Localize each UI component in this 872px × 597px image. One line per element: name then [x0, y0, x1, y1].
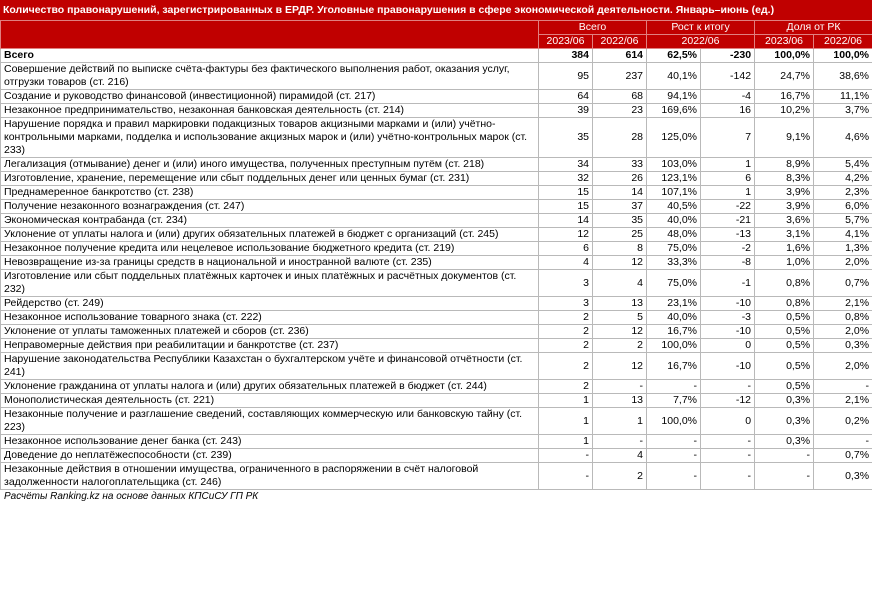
share-2022: 0,3%	[814, 339, 872, 353]
value-2022: 25	[593, 228, 647, 242]
table-row	[1, 172, 872, 186]
table-row	[1, 311, 872, 325]
row-name: Незаконное использование товарного знака (ст. 222)	[1, 311, 539, 325]
value-2023: 39	[539, 104, 593, 118]
value-2023: 2	[539, 353, 593, 380]
value-2023: 2	[539, 325, 593, 339]
growth-percent: 62,5%	[647, 49, 701, 63]
row-name: Невозвращение из-за границы средств в национальной и иностранной валюте (ст. 235)	[1, 256, 539, 270]
share-2022: 38,6%	[814, 63, 872, 90]
share-2022: 0,8%	[814, 311, 872, 325]
growth-diff: -22	[701, 200, 755, 214]
growth-percent: 103,0%	[647, 158, 701, 172]
value-2022: 13	[593, 297, 647, 311]
share-2023: 8,3%	[755, 172, 814, 186]
growth-percent: 169,6%	[647, 104, 701, 118]
share-2022: 1,3%	[814, 242, 872, 256]
table-row	[1, 394, 872, 408]
growth-diff: -	[701, 435, 755, 449]
growth-percent: -	[647, 463, 701, 490]
share-2023: 0,5%	[755, 325, 814, 339]
table-row	[1, 339, 872, 353]
table-row	[1, 256, 872, 270]
share-2023: 0,5%	[755, 311, 814, 325]
growth-diff: -3	[701, 311, 755, 325]
value-2023: 34	[539, 158, 593, 172]
header-group-growth: Рост к итогу	[647, 21, 755, 35]
data-table	[0, 20, 872, 490]
growth-percent: -	[647, 449, 701, 463]
growth-percent: 123,1%	[647, 172, 701, 186]
share-2023: -	[755, 463, 814, 490]
growth-diff: -21	[701, 214, 755, 228]
table-row-total	[1, 49, 872, 63]
row-name: Незаконные получение и разглашение сведений, составляющих коммерческую или банковскую тайну (ст. 223)	[1, 408, 539, 435]
value-2023: 2	[539, 380, 593, 394]
header-group-all: Всего	[539, 21, 647, 35]
share-2023: 9,1%	[755, 118, 814, 158]
share-2022: 4,2%	[814, 172, 872, 186]
value-2023: 14	[539, 214, 593, 228]
row-name: Рейдерство (ст. 249)	[1, 297, 539, 311]
value-2022: 12	[593, 353, 647, 380]
value-2023: -	[539, 449, 593, 463]
share-2023: 10,2%	[755, 104, 814, 118]
growth-diff: -230	[701, 49, 755, 63]
value-2023: 2	[539, 339, 593, 353]
value-2022: 12	[593, 325, 647, 339]
share-2022: 0,7%	[814, 449, 872, 463]
table-row	[1, 90, 872, 104]
row-name: Уклонение от уплаты таможенных платежей и сборов (ст. 236)	[1, 325, 539, 339]
share-2023: 0,8%	[755, 297, 814, 311]
growth-diff: -	[701, 449, 755, 463]
share-2023: 3,9%	[755, 200, 814, 214]
growth-diff: -10	[701, 353, 755, 380]
table-title: Количество правонарушений, зарегистрированных в ЕРДР. Уголовные правонарушения в сфере экономической деятельности. Январь–июнь (ед.)	[0, 0, 872, 20]
value-2023: 64	[539, 90, 593, 104]
value-2022: 12	[593, 256, 647, 270]
header-share-2023: 2023/06	[755, 35, 814, 49]
growth-diff: 7	[701, 118, 755, 158]
share-2022: -	[814, 435, 872, 449]
table-row	[1, 242, 872, 256]
row-name: Незаконное получение кредита или нецелевое использование бюджетного кредита (ст. 219)	[1, 242, 539, 256]
value-2022: 8	[593, 242, 647, 256]
growth-percent: -	[647, 435, 701, 449]
growth-diff: -8	[701, 256, 755, 270]
growth-percent: 40,0%	[647, 311, 701, 325]
value-2022: 28	[593, 118, 647, 158]
value-2022: 4	[593, 270, 647, 297]
row-name: Изготовление или сбыт поддельных платёжных карточек и иных платёжных и расчётных документов (ст. 232)	[1, 270, 539, 297]
header-2023: 2023/06	[539, 35, 593, 49]
table-row	[1, 104, 872, 118]
share-2023: 0,5%	[755, 339, 814, 353]
share-2022: 2,0%	[814, 256, 872, 270]
growth-diff: -	[701, 463, 755, 490]
value-2022: 33	[593, 158, 647, 172]
row-name: Незаконные действия в отношении имущества, ограниченного в распоряжении в счёт налоговой задолженности налогоплательщика (ст. 246)	[1, 463, 539, 490]
share-2023: 3,1%	[755, 228, 814, 242]
row-name: Уклонение гражданина от уплаты налога и (или) других обязательных платежей в бюджет (ст. 244)	[1, 380, 539, 394]
row-name: Совершение действий по выписке счёта-фактуры без фактического выполнения работ, оказания услуг, отгрузки товаров (ст. 216)	[1, 63, 539, 90]
value-2022: -	[593, 380, 647, 394]
value-2023: 2	[539, 311, 593, 325]
value-2022: 237	[593, 63, 647, 90]
share-2023: 3,6%	[755, 214, 814, 228]
table-row	[1, 118, 872, 158]
share-2023: 24,7%	[755, 63, 814, 90]
table-row	[1, 270, 872, 297]
table-row	[1, 297, 872, 311]
growth-percent: 100,0%	[647, 339, 701, 353]
value-2023: 6	[539, 242, 593, 256]
value-2023: 95	[539, 63, 593, 90]
growth-diff: -12	[701, 394, 755, 408]
share-2022: 0,7%	[814, 270, 872, 297]
share-2023: 8,9%	[755, 158, 814, 172]
share-2023: -	[755, 449, 814, 463]
table-row	[1, 408, 872, 435]
value-2022: 14	[593, 186, 647, 200]
table-row	[1, 228, 872, 242]
value-2022: 5	[593, 311, 647, 325]
table-row	[1, 214, 872, 228]
share-2023: 0,8%	[755, 270, 814, 297]
source-note: Расчёты Ranking.kz на основе данных КПСиСУ ГП РК	[4, 491, 259, 502]
share-2023: 0,3%	[755, 435, 814, 449]
share-2022: 5,4%	[814, 158, 872, 172]
value-2022: 37	[593, 200, 647, 214]
value-2023: 12	[539, 228, 593, 242]
value-2022: 2	[593, 339, 647, 353]
value-2023: 4	[539, 256, 593, 270]
share-2022: 4,6%	[814, 118, 872, 158]
table-row	[1, 325, 872, 339]
row-name: Уклонение от уплаты налога и (или) других обязательных платежей в бюджет с организаций (ст. 245)	[1, 228, 539, 242]
growth-percent: 48,0%	[647, 228, 701, 242]
growth-diff: 16	[701, 104, 755, 118]
growth-diff: -	[701, 380, 755, 394]
row-name: Создание и руководство финансовой (инвестиционной) пирамидой (ст. 217)	[1, 90, 539, 104]
value-2022: 1	[593, 408, 647, 435]
table-row	[1, 353, 872, 380]
value-2023: -	[539, 463, 593, 490]
value-2023: 3	[539, 270, 593, 297]
value-2023: 35	[539, 118, 593, 158]
share-2023: 0,3%	[755, 394, 814, 408]
value-2023: 15	[539, 186, 593, 200]
share-2023: 16,7%	[755, 90, 814, 104]
share-2023: 1,6%	[755, 242, 814, 256]
table-row	[1, 63, 872, 90]
value-2022: 68	[593, 90, 647, 104]
growth-percent: 16,7%	[647, 325, 701, 339]
share-2023: 3,9%	[755, 186, 814, 200]
share-2022: -	[814, 380, 872, 394]
growth-diff: -10	[701, 325, 755, 339]
value-2023: 3	[539, 297, 593, 311]
header-group-share: Доля от РК	[755, 21, 872, 35]
growth-diff: -142	[701, 63, 755, 90]
growth-percent: 125,0%	[647, 118, 701, 158]
growth-percent: 107,1%	[647, 186, 701, 200]
table-row	[1, 380, 872, 394]
value-2022: 35	[593, 214, 647, 228]
row-name: Всего	[1, 49, 539, 63]
row-name: Изготовление, хранение, перемещение или сбыт поддельных денег или ценных бумаг (ст. 231)	[1, 172, 539, 186]
share-2022: 3,7%	[814, 104, 872, 118]
header-name-blank	[1, 21, 539, 49]
table-row	[1, 449, 872, 463]
row-name: Неправомерные действия при реабилитации и банкротстве (ст. 237)	[1, 339, 539, 353]
value-2022: 13	[593, 394, 647, 408]
row-name: Монополистическая деятельность (ст. 221)	[1, 394, 539, 408]
table-row	[1, 463, 872, 490]
growth-diff: -10	[701, 297, 755, 311]
share-2023: 0,3%	[755, 408, 814, 435]
table-body	[1, 49, 872, 490]
header-growth-period: 2022/06	[647, 35, 755, 49]
growth-diff: -13	[701, 228, 755, 242]
growth-diff: -4	[701, 90, 755, 104]
share-2022: 0,3%	[814, 463, 872, 490]
header-share-2022: 2022/06	[814, 35, 872, 49]
row-name: Экономическая контрабанда (ст. 234)	[1, 214, 539, 228]
growth-percent: 100,0%	[647, 408, 701, 435]
share-2023: 1,0%	[755, 256, 814, 270]
growth-percent: 94,1%	[647, 90, 701, 104]
growth-diff: -1	[701, 270, 755, 297]
growth-percent: 16,7%	[647, 353, 701, 380]
growth-percent: 40,0%	[647, 214, 701, 228]
growth-diff: 0	[701, 339, 755, 353]
growth-percent: 75,0%	[647, 242, 701, 256]
growth-percent: 40,1%	[647, 63, 701, 90]
share-2022: 2,3%	[814, 186, 872, 200]
share-2022: 5,7%	[814, 214, 872, 228]
table-header	[1, 21, 872, 49]
share-2022: 6,0%	[814, 200, 872, 214]
growth-diff: 0	[701, 408, 755, 435]
table-row	[1, 186, 872, 200]
growth-percent: 23,1%	[647, 297, 701, 311]
share-2022: 100,0%	[814, 49, 872, 63]
share-2023: 100,0%	[755, 49, 814, 63]
value-2022: 23	[593, 104, 647, 118]
share-2022: 4,1%	[814, 228, 872, 242]
value-2022: 2	[593, 463, 647, 490]
share-2023: 0,5%	[755, 380, 814, 394]
row-name: Нарушение законодательства Республики Казахстан о бухгалтерском учёте и финансовой отчётности (ст. 241)	[1, 353, 539, 380]
share-2022: 0,2%	[814, 408, 872, 435]
growth-percent: 33,3%	[647, 256, 701, 270]
value-2023: 15	[539, 200, 593, 214]
share-2023: 0,5%	[755, 353, 814, 380]
share-2022: 2,0%	[814, 325, 872, 339]
growth-percent: -	[647, 380, 701, 394]
row-name: Незаконное предпринимательство, незаконная банковская деятельность (ст. 214)	[1, 104, 539, 118]
share-2022: 2,1%	[814, 297, 872, 311]
value-2023: 1	[539, 435, 593, 449]
value-2022: 26	[593, 172, 647, 186]
growth-diff: -2	[701, 242, 755, 256]
value-2023: 1	[539, 408, 593, 435]
row-name: Доведение до неплатёжеспособности (ст. 239)	[1, 449, 539, 463]
value-2023: 384	[539, 49, 593, 63]
row-name: Преднамеренное банкротство (ст. 238)	[1, 186, 539, 200]
value-2022: -	[593, 435, 647, 449]
table-row	[1, 158, 872, 172]
growth-diff: 1	[701, 186, 755, 200]
growth-percent: 40,5%	[647, 200, 701, 214]
table-row	[1, 435, 872, 449]
growth-percent: 7,7%	[647, 394, 701, 408]
value-2023: 1	[539, 394, 593, 408]
growth-diff: 6	[701, 172, 755, 186]
value-2022: 4	[593, 449, 647, 463]
row-name: Легализация (отмывание) денег и (или) иного имущества, полученных преступным путём (ст. 218)	[1, 158, 539, 172]
value-2023: 32	[539, 172, 593, 186]
row-name: Нарушение порядка и правил маркировки подакцизных товаров акцизными марками и (или) учётно-контрольными марками, подделка и использование акцизных марок и (или) учётно-контрольных марок (ст. 233)	[1, 118, 539, 158]
table-row	[1, 200, 872, 214]
share-2022: 11,1%	[814, 90, 872, 104]
header-2022: 2022/06	[593, 35, 647, 49]
growth-percent: 75,0%	[647, 270, 701, 297]
row-name: Получение незаконного вознаграждения (ст. 247)	[1, 200, 539, 214]
row-name: Незаконное использование денег банка (ст. 243)	[1, 435, 539, 449]
share-2022: 2,1%	[814, 394, 872, 408]
share-2022: 2,0%	[814, 353, 872, 380]
growth-diff: 1	[701, 158, 755, 172]
value-2022: 614	[593, 49, 647, 63]
